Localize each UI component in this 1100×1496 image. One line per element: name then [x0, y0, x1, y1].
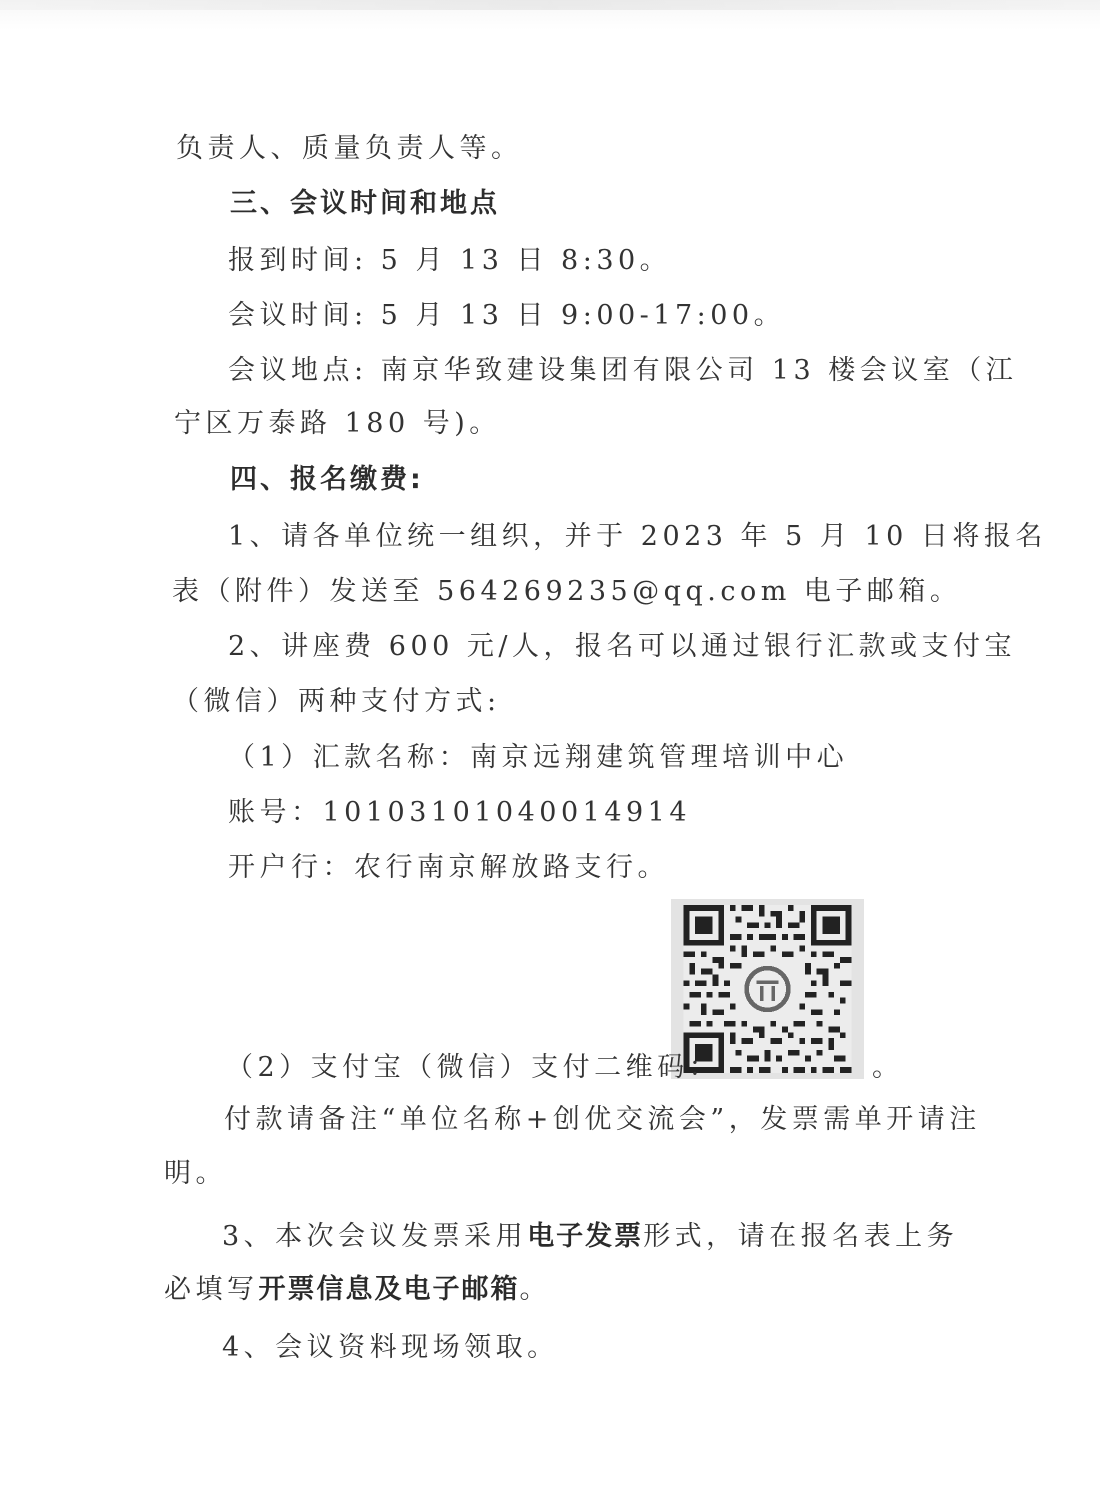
item3-line2-suffix: 。: [519, 1274, 551, 1305]
item1-line2: 表（附件）发送至 564269235@qq.com 电子邮箱。: [172, 576, 962, 607]
bank-payee-name: （1）汇款名称：南京远翔建筑管理培训中心: [228, 742, 849, 773]
qr-code-label: （2）支付宝（微信）支付二维码：: [226, 1052, 721, 1083]
scan-shadow: [0, 0, 1100, 10]
section-heading-time-location: 三、会议时间和地点: [230, 188, 500, 219]
continuation-text: 负责人、质量负责人等。: [176, 133, 523, 164]
item4-text: 4、会议资料现场领取。: [222, 1332, 559, 1363]
checkin-time: 报到时间: 5 月 13 日 8:30。: [228, 245, 672, 276]
electronic-invoice-emphasis: 电子发票: [527, 1221, 644, 1252]
payment-note-line1: 付款请备注“单位名称+创优交流会”，发票需单开请注: [224, 1104, 981, 1135]
meeting-location-line1: 会议地点: 南京华致建设集团有限公司 13 楼会议室（江: [228, 355, 1018, 386]
item3-line1-prefix: 3、本次会议发票采用: [222, 1221, 528, 1252]
bank-account-number: 账号：10103101040014914: [228, 797, 692, 828]
item3-line1-suffix: 形式，请在报名表上务: [643, 1221, 959, 1252]
meeting-location-line2: 宁区万泰路 180 号)。: [174, 408, 501, 439]
payment-note-line2: 明。: [164, 1158, 227, 1189]
section-heading-registration: 四、报名缴费:: [230, 464, 424, 495]
item1-line1: 1、请各单位统一组织，并于 2023 年 5 月 10 日将报名: [228, 521, 1047, 552]
item3-line1: [222, 1223, 958, 1250]
meeting-time: 会议时间: 5 月 13 日 9:00-17:00。: [228, 300, 786, 331]
qr-trailing-period: 。: [872, 1052, 904, 1083]
item3-line2: [164, 1276, 551, 1303]
item2-line1: 2、讲座费 600 元/人，报名可以通过银行汇款或支付宝: [228, 631, 1016, 662]
item2-line2: （微信）两种支付方式:: [172, 686, 501, 717]
bank-branch: 开户行：农行南京解放路支行。: [228, 852, 669, 883]
item3-line2-prefix: 必填写: [164, 1274, 259, 1305]
invoice-info-emphasis: 开票信息及电子邮箱: [258, 1274, 520, 1305]
